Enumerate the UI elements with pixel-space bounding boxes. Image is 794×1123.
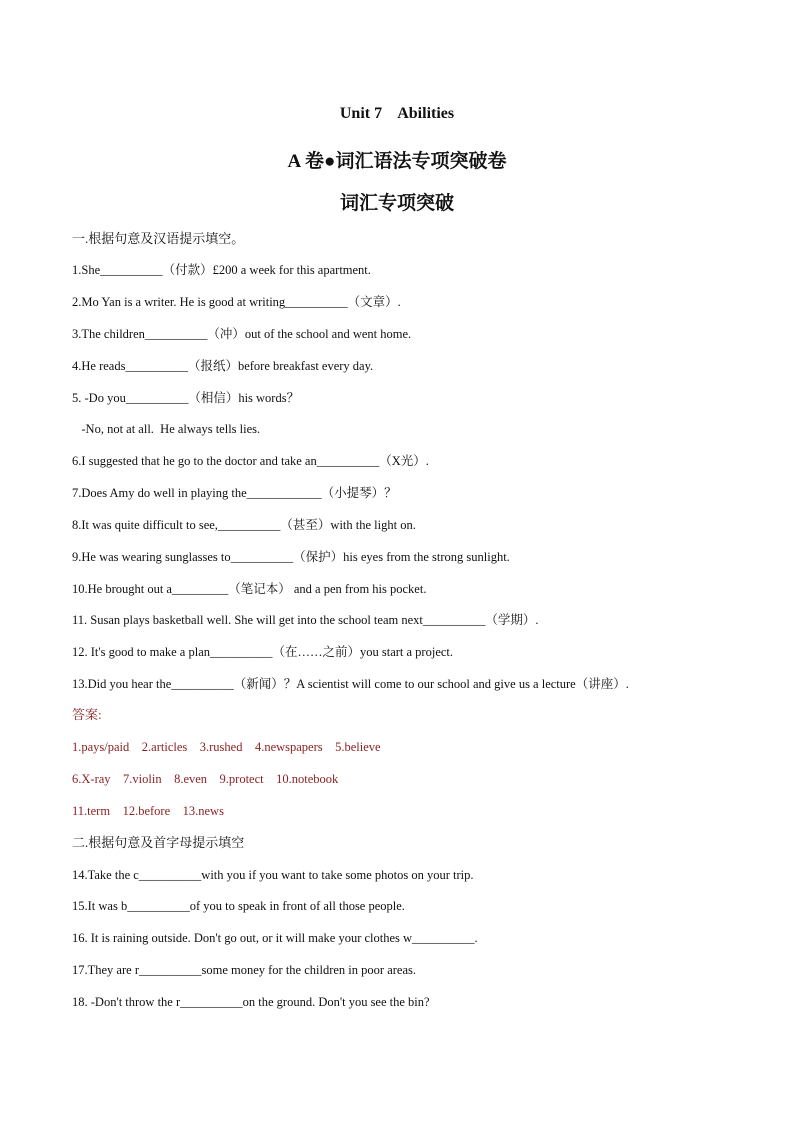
question-15: 15.It was b__________of you to speak in front of all those people.	[72, 899, 405, 913]
question-5: 5. -Do you__________（相信）his words？	[72, 391, 300, 405]
part1-heading: 一.根据句意及汉语提示填空。	[72, 231, 245, 246]
question-3: 3.The children__________（冲）out of the school and went home.	[72, 327, 412, 341]
question-17: 17.They are r__________some money for the children in poor areas.	[72, 963, 416, 977]
answers-label: 答案:	[72, 707, 102, 722]
question-9: 9.He was wearing sunglasses to__________（保护）his eyes from the strong sunlight.	[72, 550, 510, 564]
section-title: 词汇专项突破	[339, 193, 454, 214]
question-18: 18. -Don't throw the r__________on the ground. Don't you see the bin?	[72, 995, 430, 1009]
paper-title: A 卷●词汇语法专项突破卷	[287, 151, 507, 172]
question-4: 4.He reads__________（报纸）before breakfast every day.	[72, 359, 374, 373]
question-8: 8.It was quite difficult to see,__________（甚至）with the light on.	[72, 518, 416, 532]
unit-title: Unit 7 Abilities	[339, 105, 455, 122]
answers-line-3: 11.term 12.before 13.news	[72, 804, 224, 818]
answers-line-2: 6.X-ray 7.violin 8.even 9.protect 10.notebook	[72, 772, 339, 786]
question-13: 13.Did you hear the__________（新闻）？A scientist will come to our school and give us a lecture（讲座）.	[72, 677, 629, 691]
question-16: 16. It is raining outside. Don't go out, or it will make your clothes w__________.	[72, 931, 478, 945]
question-6: 6.I suggested that he go to the doctor and take an__________（X光）.	[72, 454, 429, 468]
part2-heading: 二.根据句意及首字母提示填空	[72, 835, 245, 850]
question-7: 7.Does Amy do well in playing the____________（小提琴）？	[72, 486, 397, 500]
question-1: 1.She__________（付款）£200 a week for this apartment.	[72, 263, 371, 277]
question-2: 2.Mo Yan is a writer. He is good at writing__________（文章）.	[72, 295, 401, 309]
question-12: 12. It's good to make a plan__________（在……之前）you start a project.	[72, 645, 454, 659]
question-5-reply: -No, not at all. He always tells lies.	[72, 422, 261, 436]
answers-line-1: 1.pays/paid 2.articles 3.rushed 4.newspapers 5.believe	[72, 740, 381, 754]
question-11: 11. Susan plays basketball well. She will get into the school team next__________（学期）.	[72, 613, 539, 627]
question-10: 10.He brought out a_________（笔记本） and a pen from his pocket.	[72, 582, 427, 596]
question-14: 14.Take the c__________with you if you want to take some photos on your trip.	[72, 868, 474, 882]
